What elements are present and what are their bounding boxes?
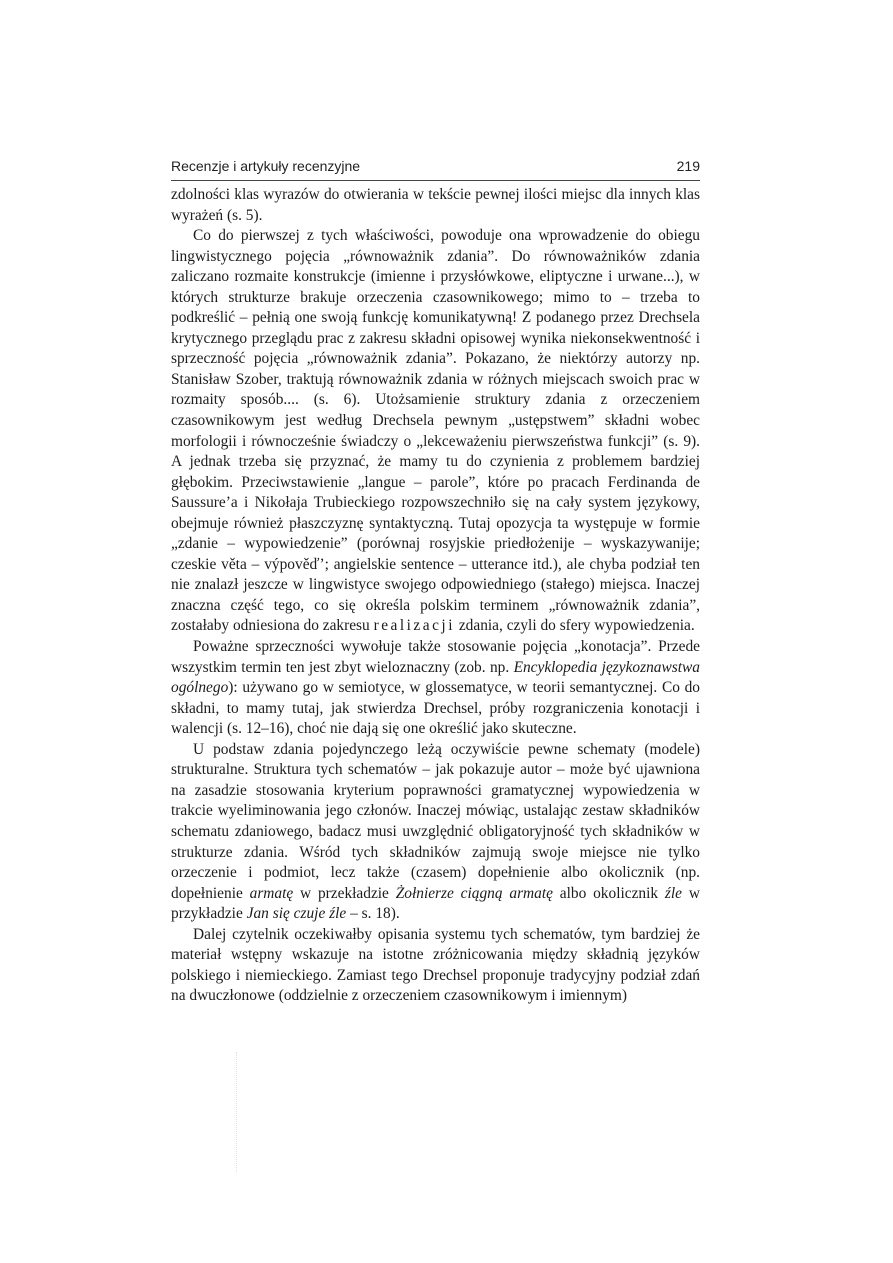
paragraph-text: Dalej czytelnik oczekiwałby opisania systemu tych schematów, tym bardziej że materiał wstępny wskazuje na istotne zróżnicowania między składnią języków polskiego i niemieckiego. Zamiast tego Drechsel proponuje tradycyjny podział zdań na dwuczłonowe (oddzielnie z orzeczeniem czasownikowym i imiennym) (171, 925, 700, 1005)
paragraph-text: w przykładzie (171, 884, 700, 923)
running-header (171, 157, 700, 175)
paragraph-text: ): używano go w semiotyce, w glossematyce, w teorii semantycznej. Co do składni, to mamy tutaj, jak stwierdza Drechsel, próby rozgraniczenia konotacji i walencji (s. 12–16), choć nie dają się one określić jako skuteczne. (171, 679, 700, 738)
paragraph-text: – s. 18). (350, 905, 400, 923)
paragraph-connotation (171, 637, 700, 740)
italic-example: armatę (249, 884, 294, 902)
spaced-emphasis: realizacji (373, 617, 455, 635)
italic-example: Żołnierze ciągną armatę (395, 884, 553, 902)
italic-title: Encyklopedia językoznawstwa ogólnego (171, 658, 700, 697)
paragraph-text: Poważne sprzeczności wywołuje także stosowanie pojęcia „konotacja”. Przede wszystkim termin ten jest zbyt wieloznaczny (zob. np. (171, 638, 700, 676)
page-number: 219 (676, 158, 700, 174)
paragraph-equivalent (171, 226, 700, 637)
italic-example: Jan się czuje źle (246, 905, 347, 923)
header-rule (171, 180, 700, 181)
paragraph-text: U podstaw zdania pojedynczego leżą oczywiście pewne schematy (modele) strukturalne. Struktura tych schematów – jak pokazuje autor – może być ujawniona na zasadzie stosowania kryterium poprawności gramatycznej wypowiedzenia w trakcie wyeliminowania jego członów. Inaczej mówiąc, ustalając zestaw składników schematu zdaniowego, badacz musi uwzględnić obligatoryjność tych składników w strukturze zdania. Wśród tych składników zajmują swoje miejsce nie tylko orzeczenie i podmiot, lecz także (czasem) dopełnienie albo okolicznik (np. dopełnienie (171, 740, 700, 902)
paragraph-text: Co do pierwszej z tych właściwości, powoduje ona wprowadzenie do obiegu lingwistycznego pojęcia „równoważnik zdania”. Do równoważników zdania zaliczano rozmaite konstrukcje (imienne i przysłówkowe, eliptyczne i urwane...), w których strukturze brakuje orzeczenia czasownikowego; mimo to – trzeba to podkreślić – pełnią one swoją funkcję komunikatywną! Z podanego przez Drechsela krytycznego przeglądu prac z zakresu składni opisowej wynika niekonsekwentność i sprzeczność pojęcia „równoważnik zdania”. Pokazano, że niektórzy autorzy np. Stanisław Szober, traktują równoważnik zdania w różnych miejscach swoich prac w rozmaity sposób.... (s. 6). Utożsamienie struktury zdania z orzeczeniem czasownikowym jest według Drechsela pewnym „ustępstwem” składni wobec morfologii i równocześnie świadczy o „lekceważeniu pierwszeństwa funkcji” (s. 9). A jednak trzeba się przyznać, że mamy tu do czynienia z problemem bardziej głębokim. Przeciwstawienie „langue – parole”, które po pracach Ferdinanda de Saussure’a i Nikołaja Trubieckiego rozpowszechniło się na cały system językowy, obejmuje również płaszczyznę syntaktyczną. Tutaj opozycja ta występuje w formie „zdanie – wypowiedzenie” (porównaj rosyjskie priedłożenije – wyskazywanije; czeskie věta – výpověď’; angielskie sentence – utterance itd.), ale chyba podział ten nie znalazł jeszcze w lingwistyce swojego odpowiedniego (stałego) miejsca. Inaczej znaczna część tego, co się określa polskim terminem „równoważnik zdania”, zostałaby odniesiona do zakresu (171, 227, 700, 635)
paragraph-reader (171, 925, 700, 1007)
italic-example: źle (664, 884, 682, 902)
paragraph-text: albo okolicznik (559, 884, 659, 902)
body-text (171, 185, 700, 1007)
scan-margin-mark (236, 1052, 238, 1172)
paragraph-text: w przekładzie (300, 884, 389, 902)
paragraph-continuation (171, 185, 700, 226)
paragraph-text: zdolności klas wyrazów do otwierania w tekście pewnej ilości miejsc dla innych klas wyrażeń (s. 5). (171, 186, 700, 224)
paragraph-text: zdania, czyli do sfery wypowiedzenia. (458, 617, 695, 635)
running-title: Recenzje i artykuły recenzyjne (171, 158, 361, 174)
paragraph-schemas (171, 740, 700, 925)
